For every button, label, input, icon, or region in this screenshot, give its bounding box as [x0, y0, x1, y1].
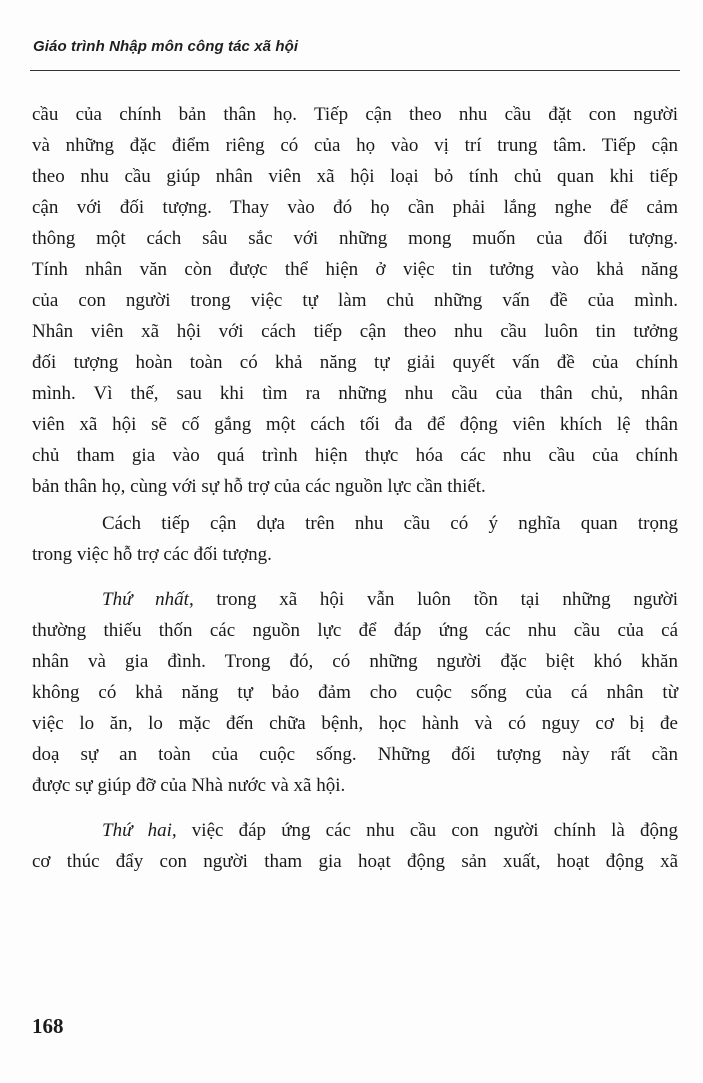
text-line: việc lo ăn, lo mặc đến chữa bệnh, học hành và có nguy cơ bị đe [32, 713, 678, 734]
paragraph [32, 815, 678, 877]
text-line: thường thiếu thốn các nguồn lực để đáp ứng các nhu cầu của cá [32, 620, 678, 641]
text-line: bản thân họ, cùng với sự hỗ trợ của các nguồn lực cần thiết. [32, 476, 486, 497]
text-line: đối tượng hoàn toàn có khả năng tự giải quyết vấn đề của chính [32, 352, 678, 373]
text-line: và những đặc điểm riêng có của họ vào vị trí trung tâm. Tiếp cận [32, 135, 678, 156]
body-text [32, 99, 678, 877]
emphasis-lead: Thứ nhất, [102, 589, 194, 610]
paragraph-gap [32, 801, 678, 815]
text-line: nhân và gia đình. Trong đó, có những người đặc biệt khó khăn [32, 651, 678, 672]
page-number: 168 [32, 1014, 64, 1038]
paragraph [32, 99, 678, 502]
paragraph [32, 508, 678, 570]
paragraph-gap [32, 570, 678, 584]
text-run: trong xã hội vẫn luôn tồn tại những người [193, 589, 678, 610]
text-line: được sự giúp đỡ của Nhà nước và xã hội. [32, 775, 346, 796]
text-line: viên xã hội sẽ cố gắng một cách tối đa để động viên khích lệ thân [32, 414, 678, 435]
text-line: trong việc hỗ trợ các đối tượng. [32, 544, 272, 565]
text-line: cơ thúc đẩy con người tham gia hoạt động sản xuất, hoạt động xã [32, 851, 678, 872]
text-line: cầu của chính bản thân họ. Tiếp cận theo nhu cầu đặt con người [32, 104, 678, 125]
text-line [32, 584, 678, 615]
text-line: chủ tham gia vào quá trình hiện thực hóa các nhu cầu của chính [32, 445, 678, 466]
text-line: mình. Vì thế, sau khi tìm ra những nhu cầu của thân chủ, nhân [32, 383, 678, 404]
emphasis-lead: Thứ hai, [102, 820, 177, 841]
text-line [32, 815, 678, 846]
text-line: thông một cách sâu sắc với những mong muốn của đối tượng. [32, 228, 678, 249]
text-line: không có khả năng tự bảo đảm cho cuộc sống của cá nhân từ [32, 682, 678, 703]
text-line: Tính nhân văn còn được thể hiện ở việc tin tưởng vào khả năng [32, 259, 678, 280]
text-line: cận với đối tượng. Thay vào đó họ cần phải lắng nghe để cảm [32, 197, 678, 218]
text-line: doạ sự an toàn của cuộc sống. Những đối tượng này rất cần [32, 744, 678, 765]
text-line: theo nhu cầu giúp nhân viên xã hội loại bỏ tính chủ quan khi tiếp [32, 166, 678, 187]
running-header: Giáo trình Nhập môn công tác xã hội [33, 38, 299, 55]
paragraph [32, 584, 678, 801]
text-line: Nhân viên xã hội với cách tiếp cận theo nhu cầu luôn tin tưởng [32, 321, 678, 342]
text-line: Cách tiếp cận dựa trên nhu cầu có ý nghĩa quan trọng [102, 513, 678, 534]
text-run: việc đáp ứng các nhu cầu con người chính là động [176, 820, 678, 841]
text-line: của con người trong việc tự làm chủ những vấn đề của mình. [32, 290, 678, 311]
header-rule [30, 70, 680, 71]
